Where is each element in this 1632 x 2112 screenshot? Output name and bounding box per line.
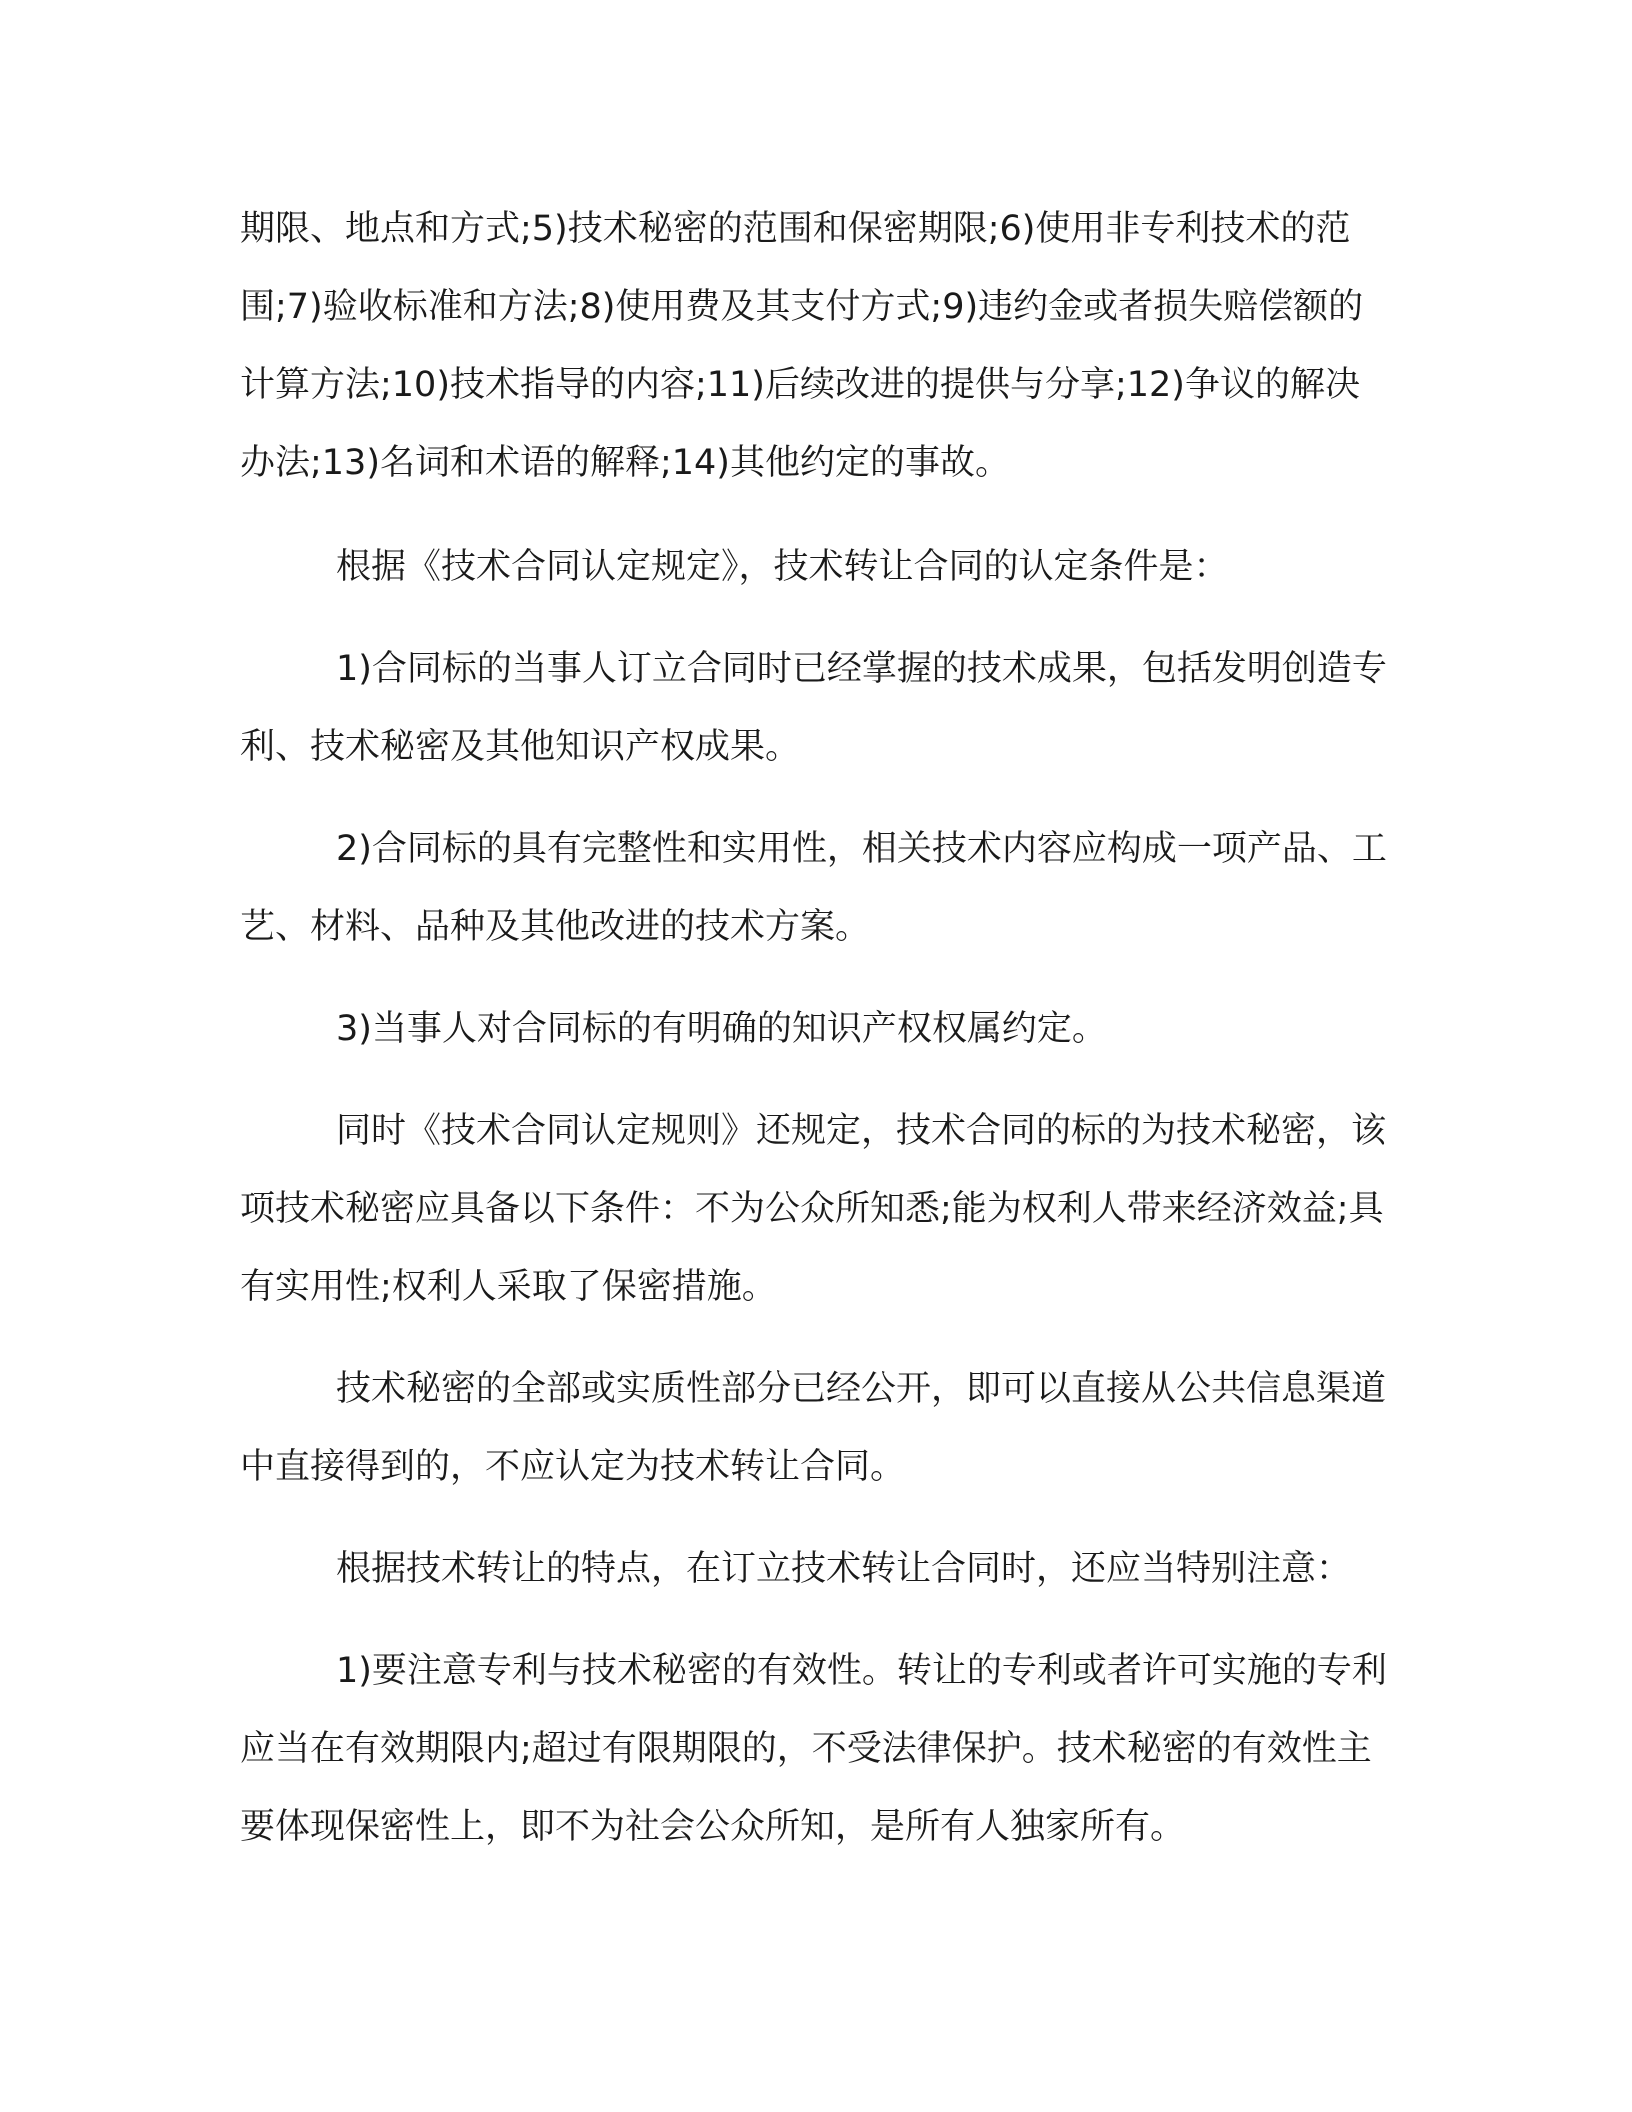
paragraph-public-disclosure: 技术秘密的全部或实质性部分已经公开，即可以直接从公共信息渠道中直接得到的，不应认定为技术转让合同。 xyxy=(240,1369,1387,1487)
paragraph-criteria-intro: 根据《技术合同认定规定》，技术转让合同的认定条件是： xyxy=(336,547,1229,587)
paragraph-criterion-3: 3)当事人对合同标的有明确的知识产权权属约定。 xyxy=(336,1009,1107,1049)
paragraph-secret-conditions: 同时《技术合同认定规则》还规定，技术合同的标的为技术秘密，该项技术秘密应具备以下条件：不为公众所知悉;能为权利人带来经济效益;具有实用性;权利人采取了保密措施。 xyxy=(240,1111,1387,1307)
document-body xyxy=(240,190,1390,1890)
paragraph-criterion-2: 2)合同标的具有完整性和实用性，相关技术内容应构成一项产品、工艺、材料、品种及其他改进的技术方案。 xyxy=(240,829,1387,947)
paragraph-attention-1: 1)要注意专利与技术秘密的有效性。转让的专利或者许可实施的专利应当在有效期限内;超过有限期限的，不受法律保护。技术秘密的有效性主要体现保密性上，即不为社会公众所知，是所有人独家所有。 xyxy=(240,1651,1387,1847)
paragraph-attention-intro: 根据技术转让的特点，在订立技术转让合同时，还应当特别注意： xyxy=(336,1549,1352,1589)
paragraph-continuation: 期限、地点和方式;5)技术秘密的范围和保密期限;6)使用非专利技术的范围;7)验收标准和方法;8)使用费及其支付方式;9)违约金或者损失赔偿额的计算方法;10)技术指导的内容;11)后续改进的提供与分享;12)争议的解决办法;13)名词和术语的解释;14)其他约定的事故。 xyxy=(240,209,1364,483)
paragraph-criterion-1: 1)合同标的当事人订立合同时已经掌握的技术成果，包括发明创造专利、技术秘密及其他知识产权成果。 xyxy=(240,649,1387,767)
